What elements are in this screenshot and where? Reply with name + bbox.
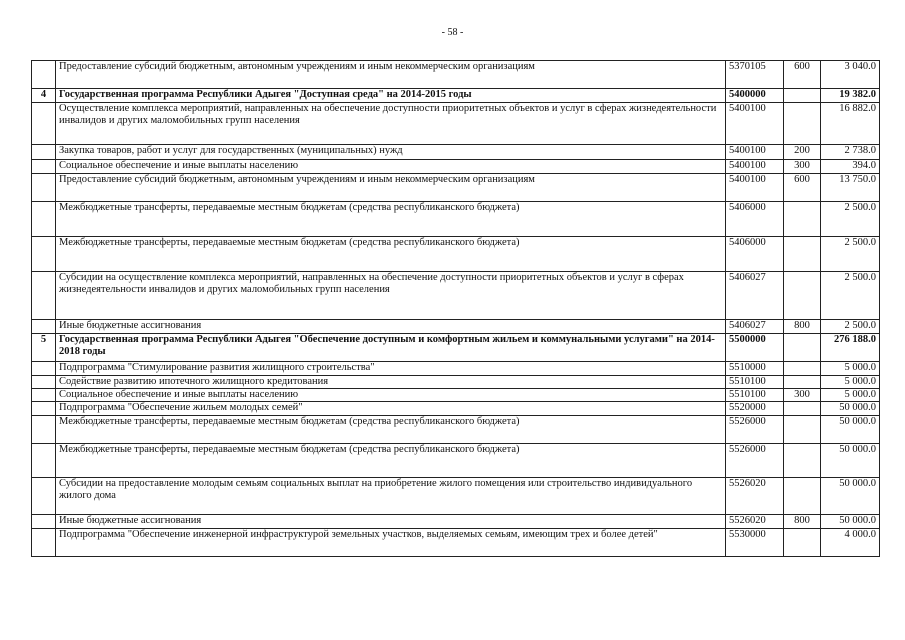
row-sum-cell: 50 000.0: [821, 478, 880, 515]
row-expense-type-cell: [784, 237, 821, 272]
row-number-cell: [32, 202, 56, 237]
table-row: [32, 202, 880, 237]
row-code-cell: 5526000: [726, 416, 784, 444]
row-name-cell: Иные бюджетные ассигнования: [56, 515, 726, 529]
row-number-cell: [32, 174, 56, 202]
row-number-cell: [32, 320, 56, 334]
row-name-cell: Содействие развитию ипотечного жилищного кредитования: [56, 376, 726, 389]
row-expense-type-cell: [784, 103, 821, 145]
row-number-cell: [32, 61, 56, 89]
table-row: [32, 320, 880, 334]
row-code-cell: 5510100: [726, 389, 784, 402]
row-expense-type-cell: 200: [784, 145, 821, 160]
row-expense-type-cell: [784, 202, 821, 237]
row-code-cell: 5400000: [726, 89, 784, 103]
row-number-cell: [32, 478, 56, 515]
row-sum-cell: 2 500.0: [821, 272, 880, 320]
table-row: [32, 444, 880, 478]
table-row: [32, 61, 880, 89]
row-name-cell: Государственная программа Республики Адыгея "Обеспечение доступным и комфортным жильем и коммунальными услугами" на 2014-2018 годы: [56, 334, 726, 362]
row-sum-cell: 3 040.0: [821, 61, 880, 89]
table-row: [32, 272, 880, 320]
row-name-cell: Иные бюджетные ассигнования: [56, 320, 726, 334]
row-expense-type-cell: [784, 402, 821, 416]
row-expense-type-cell: 300: [784, 389, 821, 402]
row-name-cell: Государственная программа Республики Адыгея "Доступная среда" на 2014-2015 годы: [56, 89, 726, 103]
row-sum-cell: 2 500.0: [821, 202, 880, 237]
row-code-cell: 5370105: [726, 61, 784, 89]
row-number-cell: 4: [32, 89, 56, 103]
row-number-cell: [32, 389, 56, 402]
row-name-cell: Закупка товаров, работ и услуг для государственных (муниципальных) нужд: [56, 145, 726, 160]
row-name-cell: Межбюджетные трансферты, передаваемые местным бюджетам (средства республиканского бюджета): [56, 237, 726, 272]
row-sum-cell: 276 188.0: [821, 334, 880, 362]
row-expense-type-cell: 600: [784, 174, 821, 202]
row-code-cell: 5500000: [726, 334, 784, 362]
row-expense-type-cell: 800: [784, 515, 821, 529]
row-number-cell: [32, 515, 56, 529]
row-number-cell: [32, 160, 56, 174]
row-expense-type-cell: 300: [784, 160, 821, 174]
table-row: [32, 402, 880, 416]
table-row: [32, 529, 880, 557]
row-name-cell: Социальное обеспечение и иные выплаты населению: [56, 389, 726, 402]
row-number-cell: [32, 362, 56, 376]
budget-table: [31, 60, 880, 557]
row-name-cell: Предоставление субсидий бюджетным, автономным учреждениям и иным некоммерческим организациям: [56, 174, 726, 202]
row-code-cell: 5406027: [726, 272, 784, 320]
row-name-cell: Подпрограмма "Стимулирование развития жилищного строительства": [56, 362, 726, 376]
row-sum-cell: 50 000.0: [821, 515, 880, 529]
row-expense-type-cell: [784, 478, 821, 515]
row-code-cell: 5400100: [726, 145, 784, 160]
row-name-cell: Субсидии на осуществление комплекса мероприятий, направленных на обеспечение доступности приоритетных объектов и услуг в сферах жизнедеятельности инвалидов и других маломобильных групп населения: [56, 272, 726, 320]
page-number: - 58 -: [441, 27, 464, 38]
row-code-cell: 5526020: [726, 478, 784, 515]
table-row: [32, 160, 880, 174]
row-sum-cell: 13 750.0: [821, 174, 880, 202]
table-row: [32, 362, 880, 376]
table-row: [32, 145, 880, 160]
budget-table-body: [32, 61, 880, 557]
row-number-cell: [32, 444, 56, 478]
row-code-cell: 5400100: [726, 160, 784, 174]
row-sum-cell: 394.0: [821, 160, 880, 174]
row-number-cell: [32, 237, 56, 272]
row-expense-type-cell: [784, 529, 821, 557]
table-row: [32, 89, 880, 103]
row-code-cell: 5400100: [726, 174, 784, 202]
table-row: [32, 515, 880, 529]
row-expense-type-cell: 800: [784, 320, 821, 334]
row-sum-cell: 50 000.0: [821, 402, 880, 416]
row-number-cell: [32, 145, 56, 160]
row-name-cell: Предоставление субсидий бюджетным, автономным учреждениям и иным некоммерческим организациям: [56, 61, 726, 89]
row-name-cell: Межбюджетные трансферты, передаваемые местным бюджетам (средства республиканского бюджета): [56, 202, 726, 237]
row-expense-type-cell: [784, 334, 821, 362]
row-code-cell: 5406000: [726, 202, 784, 237]
row-expense-type-cell: [784, 376, 821, 389]
row-code-cell: 5530000: [726, 529, 784, 557]
row-expense-type-cell: [784, 89, 821, 103]
row-code-cell: 5406027: [726, 320, 784, 334]
row-number-cell: [32, 272, 56, 320]
row-name-cell: Субсидии на предоставление молодым семьям социальных выплат на приобретение жилого помещения или строительство индивидуального жилого дома: [56, 478, 726, 515]
row-expense-type-cell: [784, 362, 821, 376]
row-expense-type-cell: [784, 444, 821, 478]
row-expense-type-cell: [784, 272, 821, 320]
row-number-cell: [32, 402, 56, 416]
row-code-cell: 5400100: [726, 103, 784, 145]
row-number-cell: [32, 103, 56, 145]
row-sum-cell: 16 882.0: [821, 103, 880, 145]
row-name-cell: Подпрограмма "Обеспечение жильем молодых семей": [56, 402, 726, 416]
row-name-cell: Подпрограмма "Обеспечение инженерной инфраструктурой земельных участков, выделяемых семьям, имеющим трех и более детей": [56, 529, 726, 557]
table-row: [32, 416, 880, 444]
row-code-cell: 5510000: [726, 362, 784, 376]
table-row: [32, 478, 880, 515]
row-number-cell: 5: [32, 334, 56, 362]
table-row: [32, 103, 880, 145]
row-name-cell: Межбюджетные трансферты, передаваемые местным бюджетам (средства республиканского бюджета): [56, 416, 726, 444]
row-sum-cell: 5 000.0: [821, 389, 880, 402]
row-sum-cell: 50 000.0: [821, 444, 880, 478]
row-sum-cell: 2 738.0: [821, 145, 880, 160]
table-row: [32, 237, 880, 272]
row-sum-cell: 5 000.0: [821, 362, 880, 376]
row-name-cell: Межбюджетные трансферты, передаваемые местным бюджетам (средства республиканского бюджета): [56, 444, 726, 478]
table-row: [32, 376, 880, 389]
row-code-cell: 5520000: [726, 402, 784, 416]
row-number-cell: [32, 416, 56, 444]
row-sum-cell: 19 382.0: [821, 89, 880, 103]
row-code-cell: 5526020: [726, 515, 784, 529]
row-name-cell: Осуществление комплекса мероприятий, направленных на обеспечение доступности приоритетных объектов и услуг в сферах жизнедеятельности инвалидов и других маломобильных групп населения: [56, 103, 726, 145]
row-sum-cell: 50 000.0: [821, 416, 880, 444]
row-code-cell: 5510100: [726, 376, 784, 389]
row-code-cell: 5406000: [726, 237, 784, 272]
table-row: [32, 174, 880, 202]
row-code-cell: 5526000: [726, 444, 784, 478]
row-number-cell: [32, 376, 56, 389]
row-sum-cell: 2 500.0: [821, 320, 880, 334]
row-name-cell: Социальное обеспечение и иные выплаты населению: [56, 160, 726, 174]
row-number-cell: [32, 529, 56, 557]
row-expense-type-cell: 600: [784, 61, 821, 89]
table-row: [32, 389, 880, 402]
row-sum-cell: 4 000.0: [821, 529, 880, 557]
row-sum-cell: 2 500.0: [821, 237, 880, 272]
table-row: [32, 334, 880, 362]
row-expense-type-cell: [784, 416, 821, 444]
row-sum-cell: 5 000.0: [821, 376, 880, 389]
